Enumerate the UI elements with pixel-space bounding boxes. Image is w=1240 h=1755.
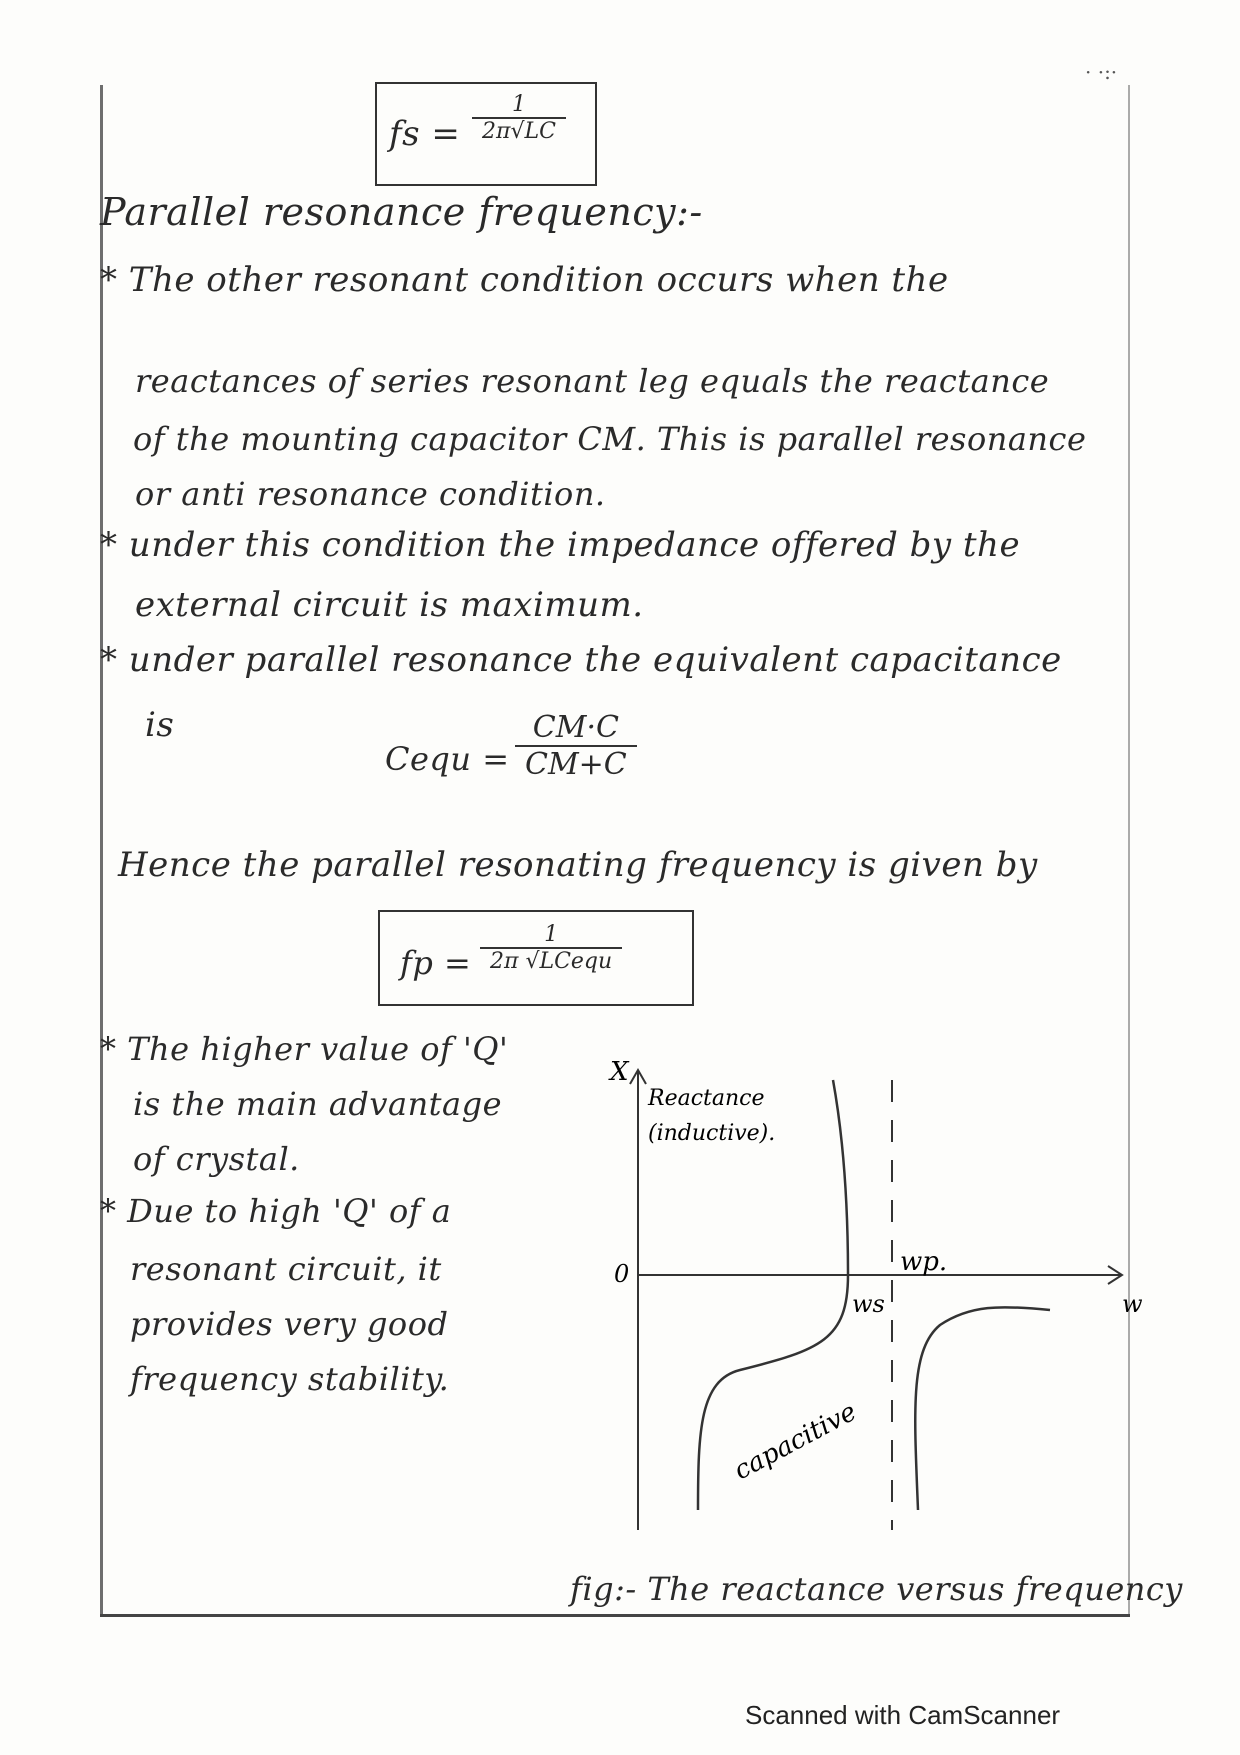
para2-line2: external circuit is maximum. bbox=[135, 585, 644, 625]
para1-line2: reactances of series resonant leg equals the reactance bbox=[135, 362, 1050, 400]
bullet2-line3: provides very good bbox=[130, 1305, 449, 1343]
x-axis-label: w bbox=[1122, 1290, 1143, 1318]
bullet2-line2: resonant circuit, it bbox=[130, 1250, 442, 1288]
bullet1-line1: * The higher value of 'Q' bbox=[100, 1030, 509, 1068]
origin-label: 0 bbox=[614, 1260, 630, 1288]
figure-caption: fig:- The reactance versus frequency bbox=[570, 1570, 1183, 1608]
fs-formula-box bbox=[375, 82, 597, 186]
bullet1-line3: of crystal. bbox=[133, 1140, 300, 1178]
fp-denominator: 2π √LCequ bbox=[490, 949, 613, 974]
scan-speckles: · ·:· bbox=[1085, 60, 1118, 84]
wp-label: wp. bbox=[900, 1247, 948, 1277]
para3-line2: is bbox=[145, 705, 175, 745]
para1-line1: * The other resonant condition occurs when the bbox=[100, 260, 949, 300]
ceq-numerator: CM·C bbox=[515, 710, 637, 747]
fs-lhs: fs = bbox=[389, 114, 461, 154]
ceq-fraction bbox=[515, 710, 637, 782]
ceq-denominator: CM+C bbox=[525, 747, 627, 782]
ws-label: ws bbox=[852, 1290, 885, 1318]
para1-line3: of the mounting capacitor CM. This is parallel resonance bbox=[133, 420, 1087, 458]
para1-line4: or anti resonance condition. bbox=[135, 475, 606, 513]
y-axis-label: X bbox=[610, 1057, 629, 1087]
capacitive-curve-left bbox=[698, 1275, 848, 1510]
left-margin-line bbox=[100, 85, 103, 1615]
capacitive-curve-right bbox=[915, 1307, 1050, 1510]
bottom-border-line bbox=[100, 1614, 1130, 1617]
camscanner-footer: Scanned with CamScanner bbox=[745, 1700, 1061, 1730]
reactance-label-1: Reactance bbox=[648, 1086, 765, 1111]
bullet2-line1: * Due to high 'Q' of a bbox=[100, 1192, 452, 1230]
fp-numerator: 1 bbox=[480, 922, 622, 949]
para3-line1: * under parallel resonance the equivalent capacitance bbox=[100, 640, 1062, 680]
fp-lhs: fp = bbox=[400, 944, 472, 982]
para2-line1: * under this condition the impedance offered by the bbox=[100, 525, 1021, 565]
ceq-lhs: Cequ = bbox=[385, 740, 510, 778]
capacitive-label: capacitive bbox=[729, 1396, 862, 1487]
fp-fraction bbox=[480, 922, 622, 974]
section-heading: Parallel resonance frequency:- bbox=[100, 190, 703, 234]
fp-formula-box bbox=[378, 910, 694, 1006]
hence-line: Hence the parallel resonating frequency is given by bbox=[118, 845, 1038, 885]
inductive-curve bbox=[833, 1080, 848, 1275]
fs-fraction bbox=[472, 92, 566, 144]
fs-numerator: 1 bbox=[472, 92, 566, 119]
bullet1-line2: is the main advantage bbox=[133, 1085, 503, 1123]
fs-denominator: 2π√LC bbox=[482, 119, 556, 144]
bullet2-line4: frequency stability. bbox=[130, 1360, 450, 1398]
reactance-graph bbox=[580, 1050, 1143, 1550]
reactance-label-2: (inductive). bbox=[648, 1121, 776, 1146]
